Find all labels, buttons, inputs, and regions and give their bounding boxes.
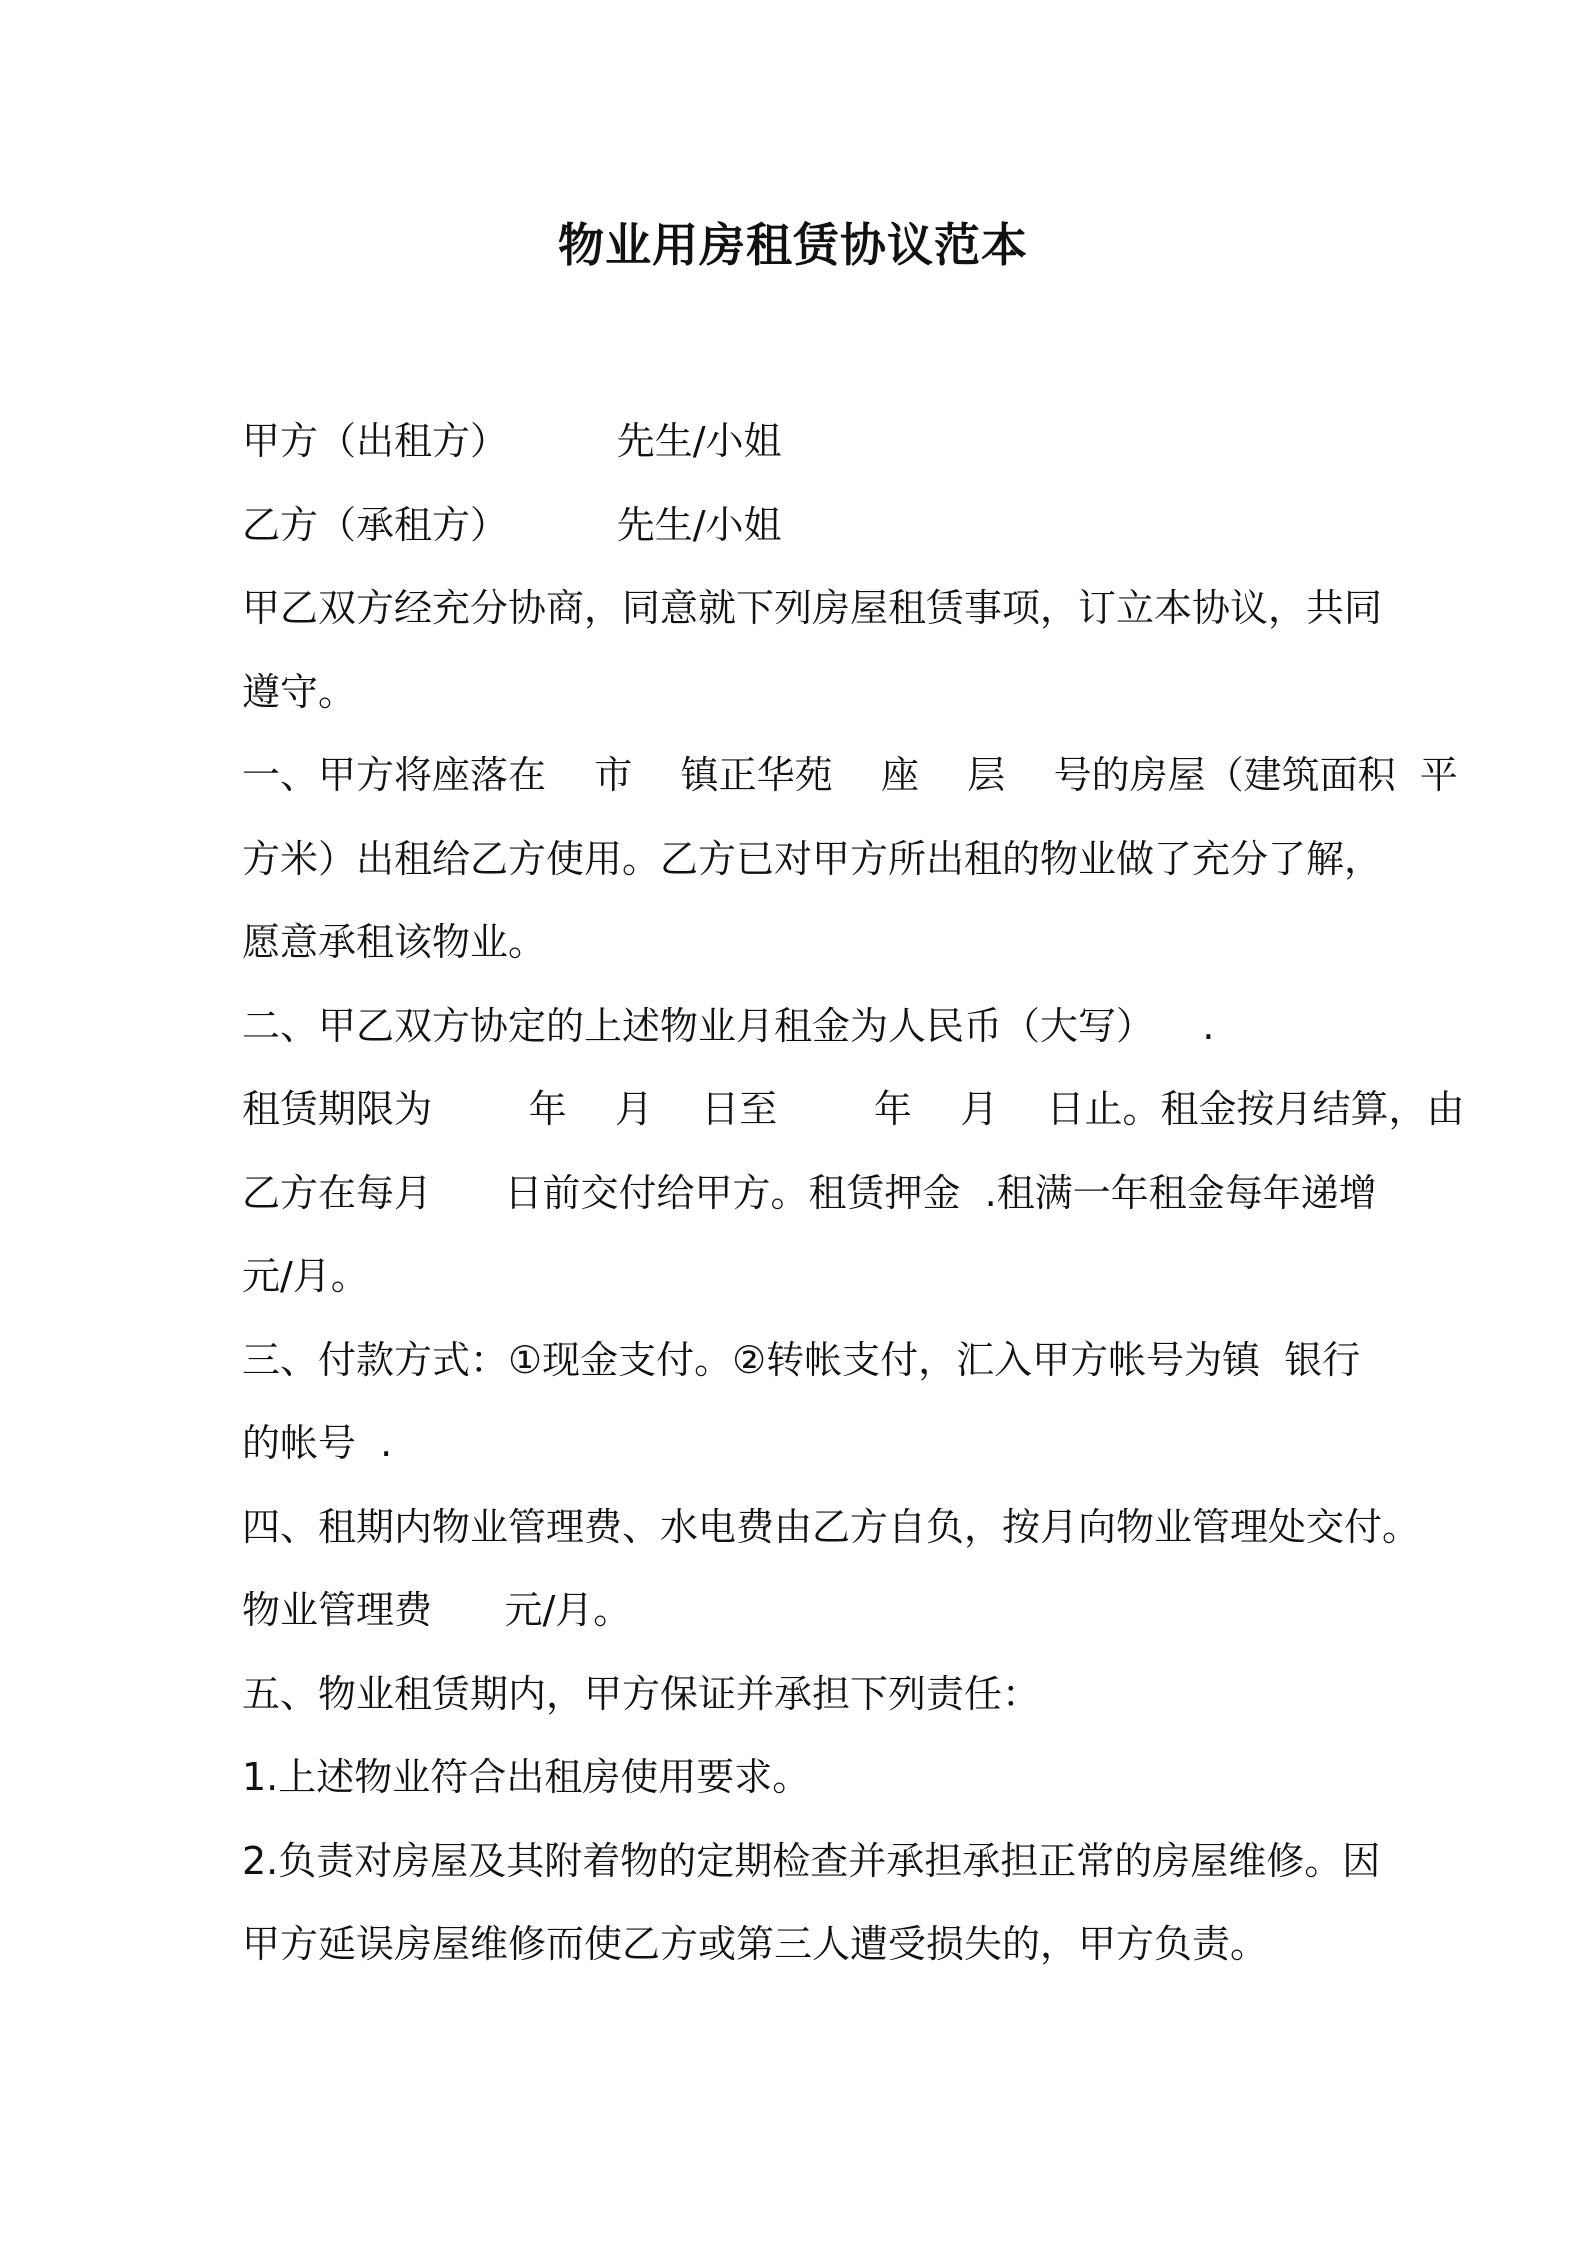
clause-3-line-1: 三、付款方式：①现金支付。②转帐支付，汇入甲方帐号为镇 银行 <box>242 1337 1361 1382</box>
party-a-line: 甲方（出租方） 先生/小姐 <box>242 419 782 463</box>
clause-1-line-3: 愿意承租该物业。 <box>242 920 547 964</box>
clause-2-line-4: 元/月。 <box>242 1254 369 1298</box>
clause-5-heading: 五、物业租赁期内，甲方保证并承担下列责任： <box>242 1671 1041 1716</box>
clause-1-line-1: 一、甲方将座落在 市 镇正华苑 座 层 号的房屋（建筑面积 平 <box>242 753 1458 797</box>
clause-4-line-1: 四、租期内物业管理费、水电费由乙方自负，按月向物业管理处交付。 <box>242 1504 1421 1549</box>
clause-1-line-2: 方米）出租给乙方使用。乙方已对甲方所出租的物业做了充分了解， <box>242 836 1383 881</box>
clause-5-item-1: 1.上述物业符合出租房使用要求。 <box>242 1755 811 1799</box>
document-title: 物业用房租赁协议范本 <box>558 218 1028 272</box>
clause-2-line-3: 乙方在每月 日前交付给甲方。租赁押金 .租满一年租金每年递增 <box>242 1170 1377 1215</box>
clause-2-line-2: 租赁期限为 年 月 日至 年 月 日止。租金按月结算，由 <box>242 1087 1465 1131</box>
clause-3-line-2: 的帐号 . <box>242 1421 393 1465</box>
clause-5-item-2-line-1: 2.负责对房屋及其附着物的定期检查并承担承担正常的房屋维修。因 <box>242 1838 1381 1883</box>
clause-4-line-2: 物业管理费 元/月。 <box>242 1588 632 1632</box>
clause-5-item-2-line-2: 甲方延误房屋维修而使乙方或第三人遭受损失的，甲方负责。 <box>242 1922 1269 1966</box>
clause-2-line-1: 二、甲乙双方协定的上述物业月租金为人民币（大写） . <box>242 1003 1215 1048</box>
intro-line-1: 甲乙双方经充分协商，同意就下列房屋租赁事项，订立本协议，共同 <box>242 586 1383 630</box>
intro-line-2: 遵守。 <box>242 669 357 714</box>
party-b-line: 乙方（承租方） 先生/小姐 <box>242 502 782 547</box>
document-body <box>242 400 1465 1987</box>
